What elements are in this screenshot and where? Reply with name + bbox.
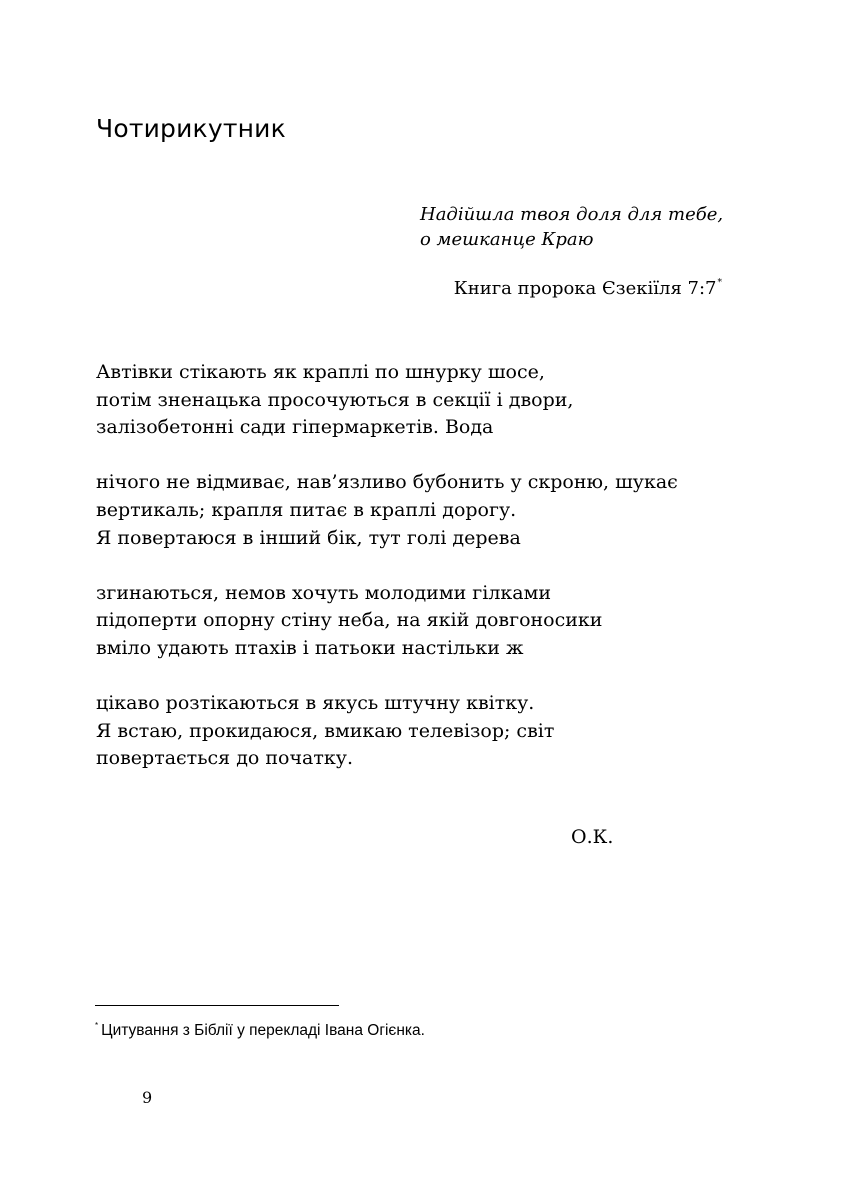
poem-line: вертикаль; крапля питає в краплі дорогу.: [96, 498, 517, 521]
poem-line: Я встаю, прокидаюся, вмикаю телевізор; світ: [96, 719, 555, 742]
poem-title: Чотирикутник: [96, 114, 286, 143]
poem-line: нічого не відмиває, нав’язливо бубонить у скроню, шукає: [96, 471, 678, 494]
footnote-divider: [95, 1005, 339, 1006]
epigraph-source-text: Книга пророка Єзекіїля 7:7: [453, 278, 717, 299]
footnote-mark: *: [95, 1021, 99, 1030]
epigraph: [420, 202, 723, 252]
poem-line: згинаються, немов хочуть молодими гілками: [96, 581, 552, 604]
footnote: [95, 1021, 425, 1040]
poem-line: цікаво розтікаються в якусь штучну квітку.: [96, 692, 535, 715]
stanza: [96, 359, 756, 442]
stanza: [96, 690, 756, 773]
footnote-reference-mark: *: [717, 278, 722, 288]
poem-line: повертається до початку.: [96, 747, 353, 770]
poem-line: потім зненацька просочуються в секції і двори,: [96, 388, 574, 411]
poem-line: підоперти опорну стіну неба, на якій довгоносики: [96, 609, 603, 632]
stanza: [96, 469, 756, 552]
footnote-text: Цитування з Біблії у перекладі Івана Огієнка.: [101, 1022, 425, 1039]
epigraph-source: [454, 278, 722, 299]
epigraph-line: Надійшла твоя доля для тебе,: [420, 204, 724, 225]
page-number: 9: [142, 1088, 153, 1107]
poem-body: [96, 359, 756, 801]
poem-line: Я повертаюся в інший бік, тут голі дерева: [96, 526, 521, 549]
epigraph-line: о мешканце Краю: [420, 229, 594, 250]
poem-line: залізобетонні сади гіпермаркетів. Вода: [96, 416, 494, 439]
poem-line: Автівки стікають як краплі по шнурку шосе,: [96, 361, 545, 383]
stanza: [96, 580, 756, 663]
author-signature: О.К.: [571, 826, 614, 848]
poem-line: вміло удають птахів і патьоки настільки ж: [96, 636, 524, 659]
